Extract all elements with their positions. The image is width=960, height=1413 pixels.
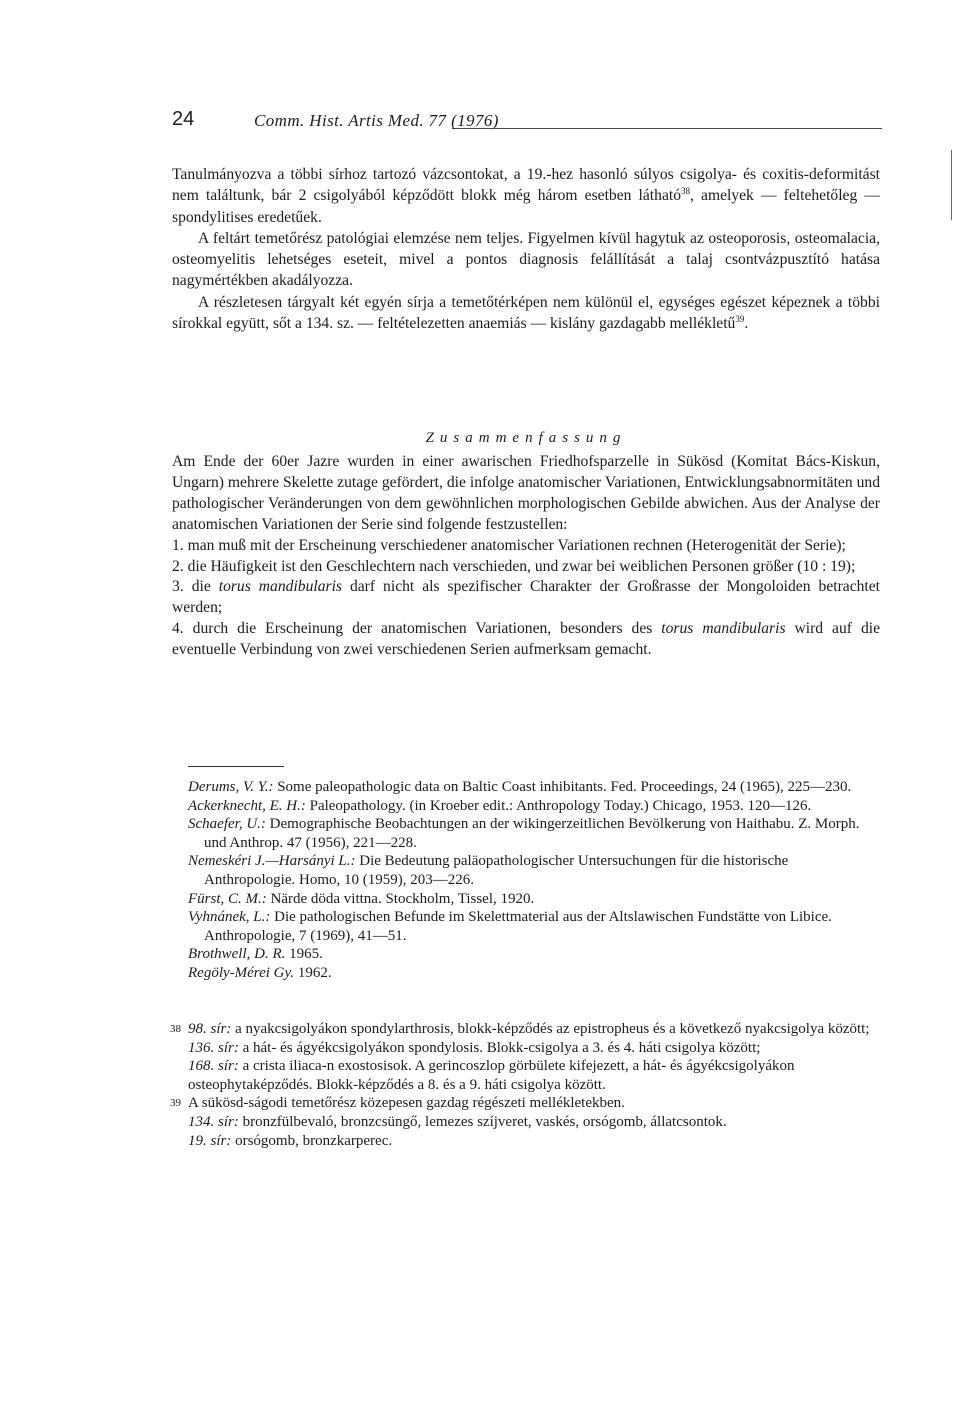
reference-item: Nemeskéri J.—Harsányi L.: Die Bedeutung paläopathologischer Untersuchungen für die historische Anthropologie. Homo, 10 (1959), 203—226. bbox=[188, 853, 789, 888]
german-summary bbox=[172, 452, 880, 661]
running-head: Comm. Hist. Artis Med. 77 (1976) bbox=[254, 111, 499, 130]
reference-item: Ackerknecht, E. H.: Paleopathology. (in Kroeber edit.: Anthropology Today.) Chicago, 1953. 120—126. bbox=[188, 797, 812, 814]
footnotes bbox=[172, 1020, 880, 1150]
references-list bbox=[188, 778, 880, 983]
footnote-38-item: 136. sír: a hát- és ágyékcsigolyákon spondylosis. Blokk-csigolya a 3. és 4. háti csigolya között; bbox=[188, 1039, 761, 1056]
footnote-39-item: 19. sír: orsógomb, bronzkarperec. bbox=[188, 1132, 393, 1149]
header-rule bbox=[452, 128, 882, 129]
summary-intro: Am Ende der 60er Jazre wurden in einer awarischen Friedhofsparzelle in Sükösd (Komitat Bács-Kiskun, Ungarn) mehrere Skelette zutage gefördert, die infolge anatomischer Variationen, Entwicklungsabnormitäten und pathologischer Veränderungen von dem gewöhnlichen morphologischen Gebilde abwichen. Aus der Analyse der anatomischen Variationen der Serie sind folgende festzustellen: bbox=[172, 453, 880, 533]
reference-item: Brothwell, D. R. 1965. bbox=[188, 946, 323, 963]
paragraph-2: A feltárt temetőrész patológiai elemzése nem teljes. Figyelmen kívül hagytuk az osteoporosis, osteomalacia, osteomyelitis lehetséges eseteit, mivel a pontos diagnosis felállítását a talaj csontvázpusztító hatása nagymértékben akadályozza. bbox=[172, 229, 880, 290]
margin-mark bbox=[951, 150, 952, 220]
footnote-ref-38: 38 bbox=[681, 186, 690, 197]
paragraph-1: Tanulmányozva a többi sírhoz tartozó vázcsontokat, a 19.-hez hasonló súlyos csigolya- és coxitis-deformitást nem találtunk, bár 2 csigolyából képződött blokk még három esetben látható$^{38}$, amelyek — feltehetőleg — spondylitises eredetűek. bbox=[172, 166, 880, 226]
page-number: 24 bbox=[172, 108, 195, 130]
footnote-ref-39: 39 bbox=[735, 313, 745, 324]
footnote-38: 38 98. sír: a nyakcsigolyákon spondylarthrosis, blokk-képződés az epistropheus és a következő nyakcsigolya között; bbox=[170, 1021, 870, 1037]
summary-item-3: 3. die torus mandibularis darf nicht als spezifischer Charakter der Großrasse der Mongoloiden betrachtet werden; bbox=[172, 578, 880, 617]
page-header bbox=[172, 108, 882, 138]
reference-item: Schaefer, U.: Demographische Beobachtungen an der wikingerzeitlichen Bevölkerung von Haithabu. Z. Morph. und Anthrop. 47 (1956), 221—228. bbox=[188, 816, 860, 851]
summary-heading: Zusammenfassung bbox=[425, 430, 627, 446]
reference-item: Vyhnánek, L.: Die pathologischen Befunde im Skelettmaterial aus der Altslawischen Fundstätte von Libice. Anthropologie, 7 (1969), 41—51. bbox=[188, 909, 832, 944]
footnote-rule bbox=[188, 766, 284, 767]
footnote-39: 39 A sükösd-ságodi temetőrész közepesen gazdag régészeti mellékletekben. bbox=[170, 1095, 625, 1112]
footnote-38-mark: 38 bbox=[170, 1023, 181, 1035]
footnote-39-mark: 39 bbox=[170, 1097, 181, 1110]
footnote-39-item: 134. sír: bronzfülbevaló, bronzcsüngő, lemezes szíjveret, vaskés, orsógomb, állatcsontok. bbox=[188, 1113, 727, 1130]
reference-item: Derums, V. Y.: Some paleopathologic data on Baltic Coast inhibitants. Fed. Proceedings, 24 (1965), 225—230. bbox=[188, 779, 852, 795]
paragraph-3: A részletesen tárgyalt két egyén sírja a temetőtérképen nem különül el, egységes egészet képeznek a többi sírokkal együtt, sőt a 134. sz. — feltételezetten anaemiás — kislány gazdagabb mellékletű$^{39}$. bbox=[172, 293, 880, 333]
reference-item: Fürst, C. M.: Närde döda vittna. Stockholm, Tissel, 1920. bbox=[188, 890, 535, 907]
footnote-38-item: 168. sír: a crista iliaca-n exostosisok. A gerincoszlop görbülete kifejezett, a hát- és ágyékcsigolyákon osteophytaképződés. Blokk-képződés a 8. és a 9. háti csigolya között. bbox=[188, 1058, 795, 1093]
hungarian-body bbox=[172, 164, 880, 334]
reference-item: Regöly-Mérei Gy. 1962. bbox=[188, 964, 332, 981]
summary-item-2: 2. die Häufigkeit ist den Geschlechtern nach verschieden, und zwar bei weiblichen Personen größer (10 : 19); bbox=[172, 557, 856, 575]
summary-item-1: 1. man muß mit der Erscheinung verschiedener anatomischer Variationen rechnen (Heterogenität der Serie); bbox=[172, 536, 846, 554]
summary-item-4: 4. durch die Erscheinung der anatomischen Variationen, besonders des torus mandibularis wird auf die eventuelle Verbindung von zwei verschiedenen Serien aufmerksam gemacht. bbox=[172, 620, 880, 659]
